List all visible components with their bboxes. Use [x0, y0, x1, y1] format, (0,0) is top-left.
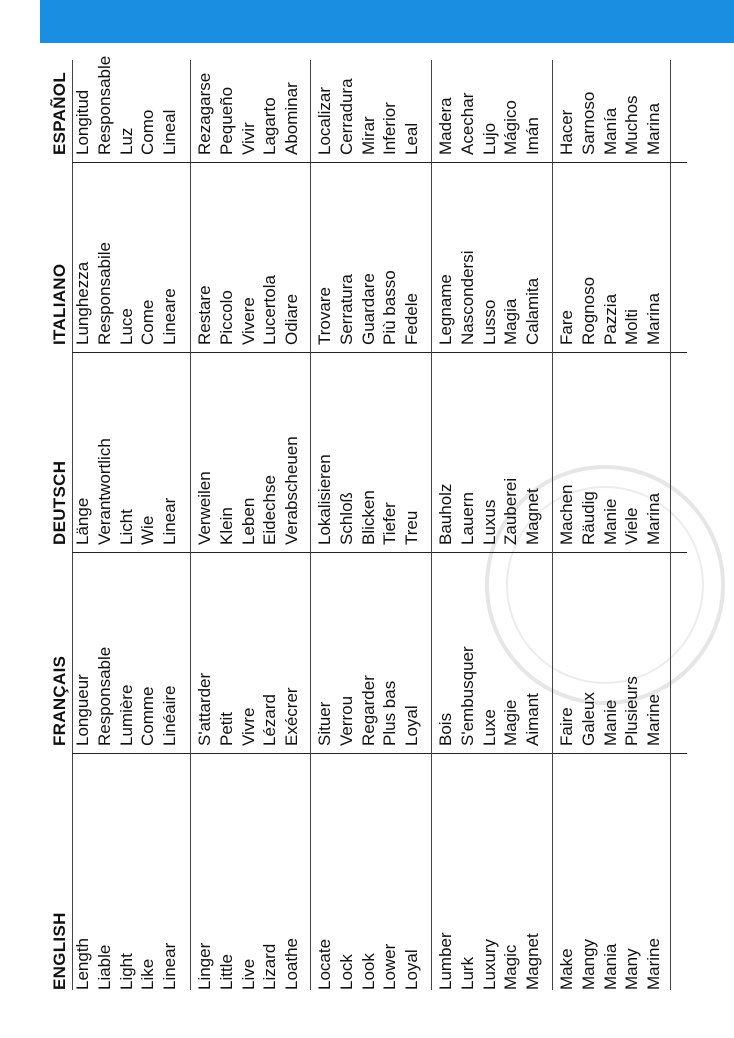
- table-cell: Marina: [644, 493, 664, 545]
- table-cell: S'embusquer: [457, 646, 477, 746]
- table-cell: Bauholz: [436, 483, 455, 545]
- table-cell: Marine: [644, 694, 664, 746]
- table-cell: Magnet: [523, 488, 543, 545]
- table-cell: Serratura: [336, 274, 356, 345]
- table-cell: Manie: [600, 498, 620, 545]
- table-cell: Lurk: [457, 956, 477, 990]
- table-cell: Petit: [216, 711, 236, 746]
- table-cell: Lumber: [436, 932, 455, 990]
- table-cell: Lujo: [479, 122, 499, 155]
- table-cell: Bois: [436, 712, 455, 746]
- table-cell: Mania: [600, 943, 620, 990]
- table-cell: Luz: [116, 127, 136, 155]
- table-cell: Leal: [402, 122, 422, 155]
- table-cell: Vivere: [238, 297, 258, 345]
- table-cell: Luxe: [479, 709, 499, 746]
- column-divider: [72, 162, 687, 163]
- table-cell: Wie: [138, 515, 158, 545]
- bottom-rule: [670, 60, 671, 990]
- table-cell: Luce: [116, 308, 136, 345]
- table-cell: Loathe: [282, 938, 302, 990]
- table-cell: Acechar: [457, 92, 477, 155]
- table-cell: Linger: [195, 942, 214, 990]
- table-cell: Length: [73, 938, 92, 990]
- table-cell: Lauern: [457, 492, 477, 545]
- table-cell: Little: [216, 954, 236, 990]
- table-cell: Trovare: [315, 287, 334, 345]
- table-cell: Responsable: [94, 55, 114, 155]
- table-cell: Rognoso: [578, 276, 598, 345]
- table-cell: Tiefer: [380, 502, 400, 545]
- table-cell: Aimant: [523, 693, 543, 746]
- table-cell: Loyal: [402, 949, 422, 990]
- table-cell: Verantwortlich: [94, 438, 114, 545]
- table-cell: Manía: [600, 107, 620, 155]
- table-cell: Linéaire: [160, 685, 180, 746]
- table-cell: Longitud: [73, 89, 92, 155]
- table-cell: Lusso: [479, 299, 499, 345]
- table-cell: Länge: [73, 497, 92, 545]
- table-cell: Verabscheuen: [282, 436, 302, 545]
- table-cell: Magia: [501, 298, 521, 345]
- table-cell: Manie: [600, 699, 620, 746]
- table-cell: Longueur: [73, 674, 92, 746]
- table-cell: Linear: [160, 497, 180, 545]
- table-cell: Liable: [94, 944, 114, 990]
- table-cell: Como: [138, 109, 158, 155]
- table-cell: Situer: [315, 701, 334, 746]
- table-cell: Lunghezza: [73, 261, 92, 345]
- table-cell: Molti: [622, 309, 642, 345]
- column-header: FRANÇAIS: [50, 655, 69, 746]
- table-cell: Plus bas: [380, 680, 400, 746]
- table-cell: Muchos: [622, 95, 642, 155]
- table-cell: Lower: [380, 943, 400, 990]
- rotated-table: [42, 55, 687, 990]
- table-cell: Pazzia: [600, 293, 620, 345]
- table-cell: Hacer: [557, 109, 576, 155]
- table-cell: Exécrer: [282, 687, 302, 746]
- column-divider: [72, 352, 687, 353]
- table-cell: Plusieurs: [622, 676, 642, 746]
- table-cell: Responsabile: [94, 241, 114, 345]
- table-cell: Faire: [557, 707, 576, 746]
- table-cell: Nascondersi: [457, 250, 477, 345]
- table-cell: Inferior: [380, 102, 400, 155]
- column-divider: [72, 552, 687, 553]
- table-cell: Magnet: [523, 933, 543, 990]
- table-cell: Lineal: [160, 109, 180, 155]
- table-cell: S'attarder: [195, 672, 214, 746]
- table-cell: Madera: [436, 97, 455, 155]
- table-cell: Fedele: [402, 293, 422, 345]
- table-cell: Like: [138, 958, 158, 990]
- table-cell: Look: [358, 953, 378, 990]
- table-cell: Regarder: [358, 675, 378, 746]
- table-cell: Galeux: [578, 692, 598, 746]
- table-cell: Calamita: [523, 277, 543, 345]
- table-cell: Magie: [501, 699, 521, 746]
- table-cell: Schloß: [336, 492, 356, 545]
- table-cell: Mangy: [578, 938, 598, 990]
- table-cell: Machen: [557, 484, 576, 545]
- table-cell: Rezagarse: [195, 72, 214, 155]
- group-separator: [552, 60, 553, 990]
- table-cell: Light: [116, 953, 136, 990]
- table-cell: Abominar: [282, 82, 302, 155]
- table-cell: Leben: [238, 497, 258, 545]
- table-cell: Come: [138, 299, 158, 345]
- table-cell: Viele: [622, 507, 642, 545]
- column-header: ITALIANO: [50, 263, 69, 345]
- column-header: DEUTSCH: [50, 460, 69, 545]
- column-header: ENGLISH: [50, 912, 69, 990]
- table-cell: Legname: [436, 274, 455, 345]
- table-cell: Lizard: [260, 943, 280, 990]
- table-cell: Loyal: [402, 705, 422, 746]
- column-header: ESPAÑOL: [50, 71, 69, 155]
- table-cell: Many: [622, 948, 642, 990]
- table-cell: Più basso: [380, 270, 400, 345]
- table-cell: Pequeño: [216, 86, 236, 155]
- table-cell: Linear: [160, 942, 180, 990]
- table-cell: Vivre: [238, 707, 258, 746]
- group-separator: [431, 60, 432, 990]
- group-separator: [310, 60, 311, 990]
- table-cell: Marine: [644, 938, 664, 990]
- table-cell: Mirar: [358, 116, 378, 155]
- table-cell: Lucertola: [260, 275, 280, 345]
- table-cell: Sarnoso: [578, 91, 598, 155]
- table-cell: Blicken: [358, 490, 378, 545]
- table-cell: Luxury: [479, 938, 499, 990]
- table-cell: Marina: [644, 103, 664, 155]
- table-cell: Odiare: [282, 293, 302, 345]
- table-cell: Lokalisieren: [315, 454, 334, 545]
- table-cell: Treu: [402, 510, 422, 545]
- table-cell: Responsable: [94, 646, 114, 746]
- table-cell: Klein: [216, 507, 236, 545]
- table-cell: Zauberei: [501, 477, 521, 545]
- table-cell: Make: [557, 948, 576, 990]
- table-cell: Lagarto: [260, 97, 280, 155]
- table-cell: Luxus: [479, 499, 499, 545]
- table-cell: Comme: [138, 686, 158, 746]
- table-cell: Räudig: [578, 491, 598, 545]
- table-cell: Mágico: [501, 100, 521, 155]
- table-cell: Cerradura: [336, 78, 356, 155]
- table-cell: Lock: [336, 954, 356, 990]
- table-cell: Verrou: [336, 695, 356, 746]
- group-separator: [190, 60, 191, 990]
- table-cell: Restare: [195, 285, 214, 345]
- table-cell: Imán: [523, 117, 543, 155]
- table-cell: Licht: [116, 509, 136, 545]
- table-cell: Live: [238, 958, 258, 990]
- table-cell: Lumière: [116, 684, 136, 746]
- table-cell: Localizar: [315, 86, 334, 155]
- table-cell: Lézard: [260, 694, 280, 746]
- table-cell: Lineare: [160, 288, 180, 345]
- table-cell: Magic: [501, 944, 521, 990]
- table-cell: Marina: [644, 293, 664, 345]
- table-cell: Locate: [315, 938, 334, 990]
- table-cell: Eidechse: [260, 475, 280, 545]
- column-divider: [72, 753, 687, 754]
- table-cell: Fare: [557, 310, 576, 345]
- table-cell: Vivir: [238, 122, 258, 155]
- table-cell: Guardare: [358, 273, 378, 345]
- table-cell: Verweilen: [195, 471, 214, 545]
- table-cell: Piccolo: [216, 290, 236, 345]
